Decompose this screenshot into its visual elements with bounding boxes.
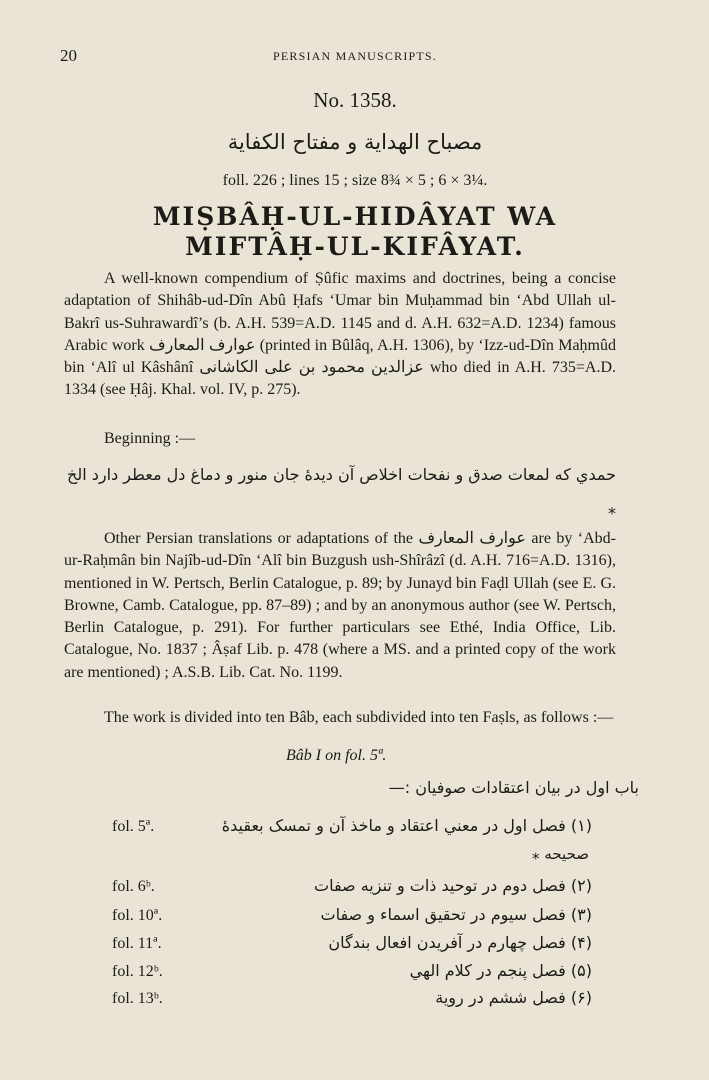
folio-ref: fol. 10ª. (112, 907, 163, 924)
page-number: 20 (60, 46, 77, 65)
chapter-row (112, 818, 592, 848)
folio-ref: fol. 12ᵇ. (112, 963, 163, 980)
bab-heading-arabic: باب اول در بيان اعتقادات صوفيان :— (388, 778, 639, 797)
description-paragraph: A well-known compendium of Ṣûfic maxims and doctrines, being a concise adaptation of Shihâb-ud-Dîn Abû Ḥafs ‘Umar bin Muḥammad bin ‘Abd Ullah ul-Bakrî us-Suhrawardî’s (b. A.H. 539=A.D. 1145 and d. A.H. 632=A.D. 1234) famous Arabic work عوارف المعارف (printed in Bûlâq, A.H. 1306), by ‘Izz-ud-Dîn Maḥmûd bin ‘Alî ul Kâshânî عزالدين محمود بن على الكاشانى who died in A.H. 735=A.D. 1334 (see Ḥâj. Khal. vol. IV, p. 275). (64, 270, 617, 399)
chapter-title-arabic: (۳) فصل سيوم در تحقيق اسماء و صفات (320, 905, 592, 924)
divisions-paragraph: The work is divided into ten Bâb, each subdivided into ten Faṣls, as follows :— (104, 709, 614, 726)
running-title: PERSIAN MANUSCRIPTS. (272, 49, 438, 63)
page-header (60, 46, 650, 66)
entry-title-line-1: MIṢBÂḤ-UL-HIDÂYAT WA (152, 202, 558, 231)
chapter-title-arabic: (۱) فصل اول در معني اعتقاد و ماخذ آن و تمسک بعقيدهٔ (221, 816, 592, 835)
entry-number: No. 1358. (313, 88, 397, 112)
chapter-title-arabic: (۲) فصل دوم در توحيد ذات و تنزيه صفات (314, 876, 592, 895)
subheading-arabic: صحيحه ⁎ (532, 845, 589, 863)
collation-line: foll. 226 ; lines 15 ; size 8¾ × 5 ; 6 × 3¼. (222, 172, 488, 189)
beginning-quote-arabic: حمدي كه لمعات صدق و نفحات اخلاص آن ديدهٔ جان منور و دماغ دل معطر دارد الخ ⁎ (67, 465, 616, 518)
folio-ref: fol. 13ᵇ. (112, 990, 163, 1007)
folio-ref: fol. 11ª. (112, 935, 162, 952)
chapter-title-arabic: (۶) فصل ششم در روية (435, 988, 592, 1007)
beginning-label: Beginning :— (104, 430, 196, 447)
folio-ref: fol. 6ᵇ. (112, 878, 155, 895)
entry-title-arabic: مصباح الهداية و مفتاح الكفاية (227, 130, 483, 154)
chapter-row (112, 990, 592, 1020)
chapter-title-arabic: (۵) فصل پنجم در كلام الهي (409, 961, 592, 980)
bab-heading: Bâb I on fol. 5ª. (286, 747, 387, 764)
entry-title-line-2: MIFTÂḤ-UL-KIFÂYAT. (185, 232, 525, 261)
translations-paragraph: Other Persian translations or adaptations of the عوارف المعارف are by ‘Abd-ur-Raḥmân bin Najîb-ud-Dîn ‘Alî bin Buzgush ush-Shîrâzî (d. A.H. 716=A.D. 1316), mentioned in W. Pertsch, Berlin Catalogue, p. 89; by Junayd bin Faḍl Ullah (see E. G. Browne, Camb. Catalogue, pp. 87–89) ; and by an anonymous author (see W. Pertsch, Berlin Catalogue, p. 291). For further particulars see Ethé, India Office, Lib. Catalogue, No. 1837 ; Âṣaf Lib. p. 478 (where a MS. and a printed copy of the work are mentioned) ; A.S.B. Lib. Cat. No. 1199. (64, 530, 617, 681)
folio-ref: fol. 5ª. (112, 818, 155, 835)
chapter-row (112, 878, 592, 908)
chapter-title-arabic: (۴) فصل چهارم در آفريدن افعال بندگان (328, 933, 592, 952)
